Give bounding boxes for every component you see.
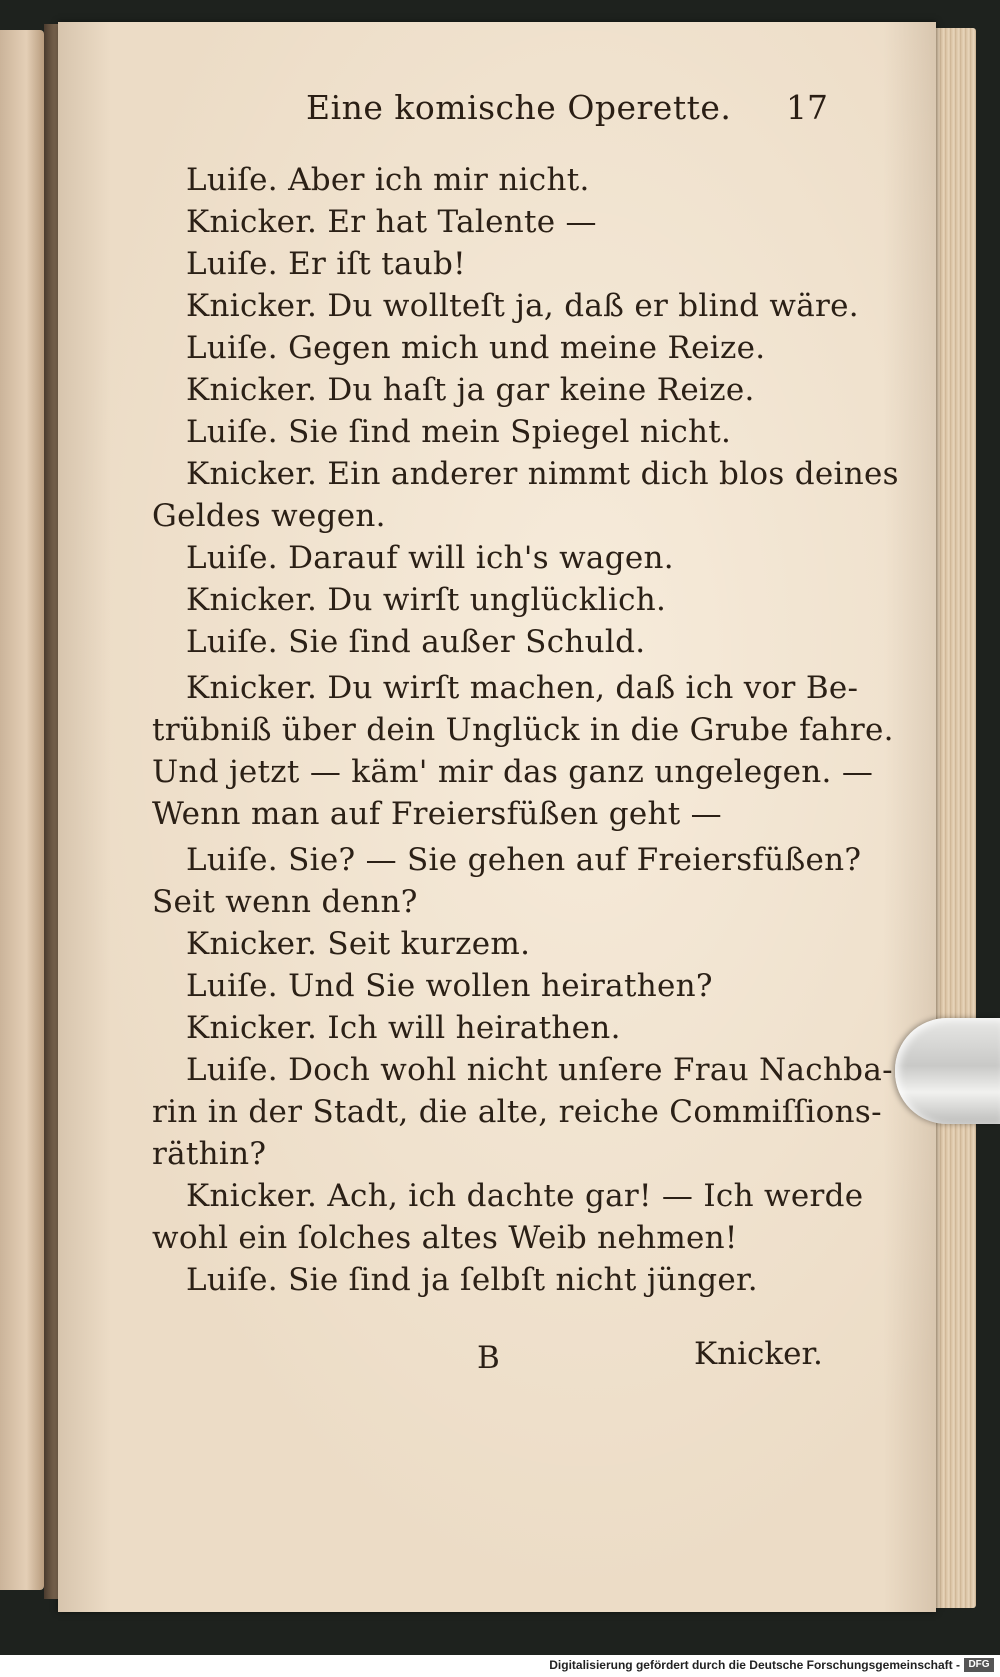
- text-line: Knicker. Ach, ich dachte gar! — Ich werde: [186, 1178, 864, 1214]
- footer-bar: [0, 1655, 1000, 1677]
- text-line: Knicker. Er hat Talente —: [186, 204, 597, 240]
- text-line: Knicker. Du wollteſt ja, daß er blind wäre.: [186, 288, 859, 324]
- text-line: Luiſe. Aber ich mir nicht.: [186, 162, 590, 198]
- running-title: Eine komische Operette.: [306, 88, 732, 127]
- text-line: Geldes wegen.: [152, 498, 386, 534]
- text-line: Wenn man auf Freiersfüßen geht —: [152, 796, 722, 832]
- dfg-credit: Digitalisierung gefördert durch die Deutsche Forschungsgemeinschaft -: [549, 1658, 960, 1672]
- text-line: Knicker. Du wirſt unglücklich.: [186, 582, 667, 618]
- text-line: Knicker. Du wirſt machen, daß ich vor Be-: [186, 670, 859, 706]
- text-line: Luiſe. Gegen mich und meine Reize.: [186, 330, 766, 366]
- text-line: Knicker. Ich will heirathen.: [186, 1010, 621, 1046]
- signature-mark: B: [477, 1340, 500, 1376]
- page-number: 17: [786, 88, 828, 127]
- text-line: rin in der Stadt, die alte, reiche Commiſſions-: [152, 1094, 882, 1130]
- text-line: Knicker. Seit kurzem.: [186, 926, 531, 962]
- catchword: Knicker.: [694, 1336, 823, 1372]
- text-line: Knicker. Du haſt ja gar keine Reize.: [186, 372, 755, 408]
- text-line: Und jetzt — käm' mir das ganz ungelegen. —: [152, 754, 874, 790]
- text-line: Luiſe. Sie ſind außer Schuld.: [186, 624, 646, 660]
- text-line: Luiſe. Doch wohl nicht unſere Frau Nachba-: [186, 1052, 893, 1088]
- text-line: Luiſe. Und Sie wollen heirathen?: [186, 968, 713, 1004]
- dfg-logo: DFG: [964, 1658, 994, 1672]
- text-line: Knicker. Ein anderer nimmt dich blos deines: [186, 456, 899, 492]
- text-line: wohl ein ſolches altes Weib nehmen!: [152, 1220, 738, 1256]
- text-line: Luiſe. Sie ſind mein Spiegel nicht.: [186, 414, 732, 450]
- text-line: Luiſe. Sie ſind ja ſelbſt nicht jünger.: [186, 1262, 758, 1298]
- text-line: räthin?: [152, 1136, 267, 1172]
- text-line: Luiſe. Er iſt taub!: [186, 246, 466, 282]
- text-line: Luiſe. Darauf will ich's wagen.: [186, 540, 674, 576]
- text-line: Seit wenn denn?: [152, 884, 418, 920]
- text-line: trübniß über dein Unglück in die Grube fahre.: [152, 712, 894, 748]
- text-line: Luiſe. Sie? — Sie gehen auf Freiersfüßen?: [186, 842, 862, 878]
